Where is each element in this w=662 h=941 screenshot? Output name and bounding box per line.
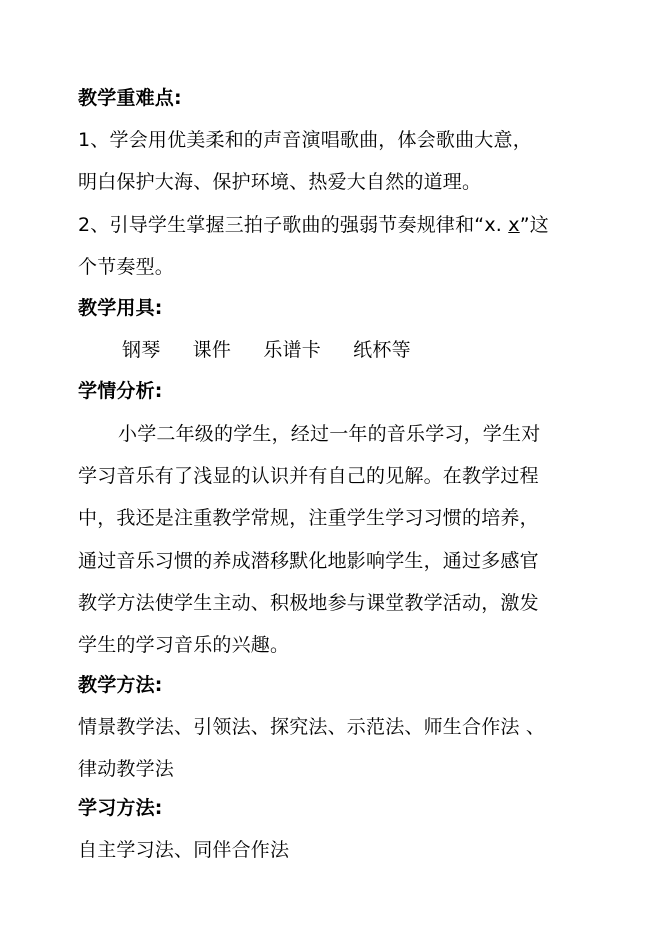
key-point-line-3-prefix: 2、引导学生掌握三拍子歌曲的强弱节奏规律和“x. bbox=[78, 214, 509, 236]
teaching-methods-line-2: 律动教学法 bbox=[78, 758, 175, 780]
heading-teaching-methods: 教学方法: bbox=[78, 674, 163, 696]
key-point-line-1: 1、学会用优美柔和的声音演唱歌曲，体会歌曲大意， bbox=[78, 129, 532, 151]
key-point-line-3-suffix: ”这 bbox=[519, 214, 549, 236]
teaching-methods-line-1: 情景教学法、引领法、探究法、示范法、师生合作法 、 bbox=[78, 716, 546, 738]
tool-item-score-card: 乐谱卡 bbox=[263, 339, 321, 361]
analysis-line-1: 小学二年级的学生，经过一年的音乐学习，学生对 bbox=[118, 423, 541, 445]
key-point-line-3 bbox=[78, 213, 549, 237]
heading-tools: 教学用具: bbox=[78, 297, 163, 319]
tools-list bbox=[122, 338, 437, 362]
analysis-line-3: 中，我还是注重教学常规，注重学生学习习惯的培养， bbox=[78, 507, 539, 529]
analysis-line-6: 学生的学习音乐的兴趣。 bbox=[78, 634, 290, 656]
learning-methods-line-1: 自主学习法、同伴合作法 bbox=[78, 839, 290, 861]
analysis-line-2: 学习音乐有了浅显的认识并有自己的见解。在教学过程 bbox=[78, 465, 539, 487]
tool-item-piano: 钢琴 bbox=[122, 339, 161, 361]
heading-learning-methods: 学习方法: bbox=[78, 797, 163, 819]
rhythm-underlined-x: x bbox=[508, 214, 520, 236]
heading-analysis: 学情分析: bbox=[78, 380, 163, 402]
tool-item-courseware: 课件 bbox=[192, 339, 232, 361]
tool-item-paper-cups: 纸杯等 bbox=[353, 339, 411, 361]
key-point-line-2: 明白保护大海、保护环境、热爱大自然的道理。 bbox=[78, 171, 482, 193]
analysis-line-5: 教学方法使学生主动、积极地参与课堂教学活动，激发 bbox=[78, 592, 539, 614]
key-point-line-4: 个节奏型。 bbox=[78, 256, 175, 278]
analysis-line-4: 通过音乐习惯的养成潜移默化地影响学生，通过多感官 bbox=[78, 550, 539, 572]
heading-key-points: 教学重难点: bbox=[78, 87, 182, 109]
